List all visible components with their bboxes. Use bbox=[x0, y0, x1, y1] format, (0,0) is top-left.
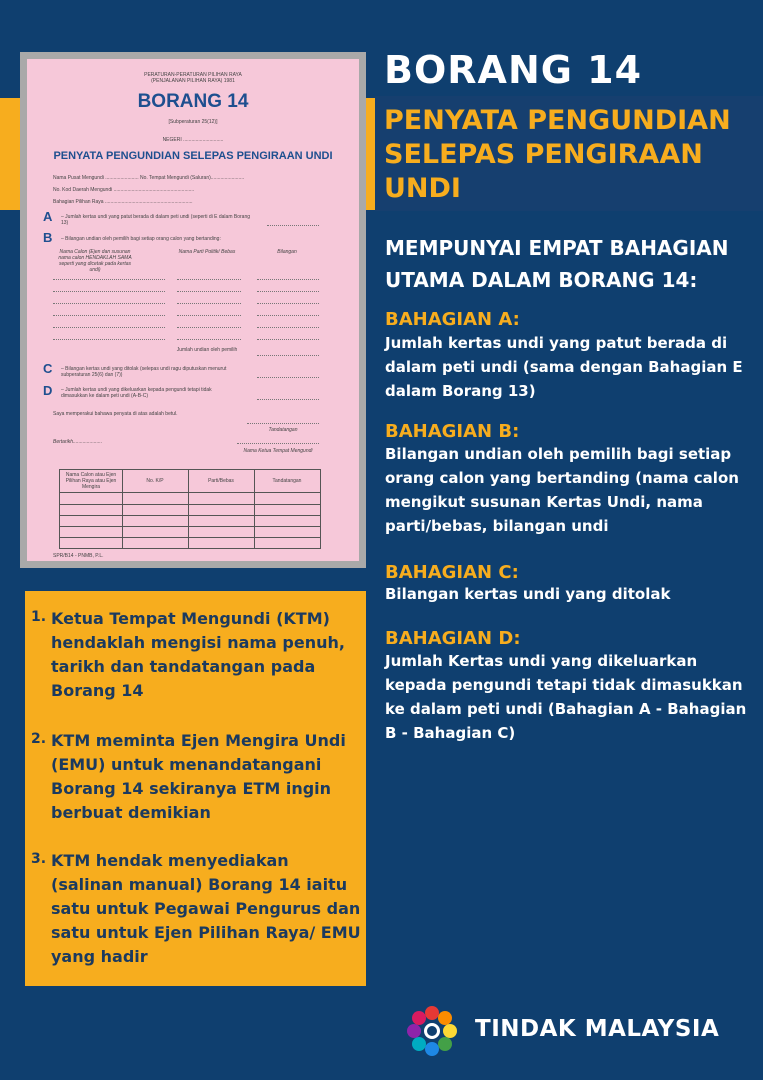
form-line bbox=[53, 315, 165, 316]
form-line bbox=[177, 339, 241, 340]
form-line bbox=[267, 225, 319, 226]
form-sub-regulation: [Subperaturan 25(12)] bbox=[168, 119, 218, 125]
form-col-bilangan: Bilangan bbox=[277, 249, 297, 255]
tindak-malaysia-logo-icon bbox=[403, 1002, 461, 1060]
form-table-row bbox=[60, 504, 320, 505]
form-text-c: – Bilangan kertas undi yang ditolak (selepas undi ragu diputuskan menurut subperaturan 25(6) dan (7)) bbox=[61, 366, 227, 378]
step-text: KTM hendak menyediakan (salinan manual) Borang 14 iaitu satu untuk Pegawai Pengurus dan satu untuk Ejen Pilihan Raya/ EMU yang hadir bbox=[51, 851, 361, 966]
form-line bbox=[53, 291, 165, 292]
form-subtitle: PENYATA PENGUNDIAN SELEPAS PENGIRAAN UNDI bbox=[53, 150, 333, 162]
form-line bbox=[257, 279, 319, 280]
form-certify: Saya memperakui bahawa penyata di atas adalah betul. bbox=[53, 411, 178, 417]
brand-name: TINDAK MALAYSIA bbox=[475, 1016, 720, 1042]
section-a-text: Jumlah kertas undi yang patut berada di dalam peti undi (sama dengan Bahagian E dalam Borang 13) bbox=[385, 334, 743, 400]
form-text-a: – Jumlah kertas undi yang patut berada di dalam peti undi (seperti di E dalam Borang 13) bbox=[61, 214, 251, 226]
form-text-d: – Jumlah kertas undi yang dikeluarkan kepada pengundi tetapi tidak dimasukkan ke dalam peti undi (A-B-C) bbox=[61, 387, 212, 399]
sections-heading: MEMPUNYAI EMPAT BAHAGIAN UTAMA DALAM BORANG 14: bbox=[385, 236, 729, 292]
form-table-h4: Tandatangan bbox=[272, 478, 302, 484]
form-line bbox=[177, 303, 241, 304]
form-field-kod: No. Kod Daerah Mengundi .......................................................... bbox=[53, 187, 195, 193]
form-table-row bbox=[60, 537, 320, 538]
form-line bbox=[257, 355, 319, 356]
form-line bbox=[247, 423, 319, 424]
form-signature-table bbox=[59, 469, 321, 549]
form-footer-code: SPR/B14 - PNMB, P.L. bbox=[53, 553, 104, 559]
form-line bbox=[177, 327, 241, 328]
section-d-text: Jumlah Kertas undi yang dikeluarkan kepada pengundi tetapi tidak dimasukkan ke dalam peti undi (Bahagian A - Bahagian B - Bahagian C) bbox=[385, 652, 747, 742]
form-line bbox=[177, 291, 241, 292]
form-line bbox=[257, 291, 319, 292]
form-negeri: NEGERI ............................. bbox=[162, 137, 224, 143]
form-regulation-line2: (PENJALANAN PILIHAN RAYA) 1981 bbox=[151, 78, 235, 84]
form-line bbox=[257, 339, 319, 340]
form-col-parti: Nama Parti Politik/ Bebas bbox=[178, 249, 236, 255]
form-line bbox=[237, 443, 319, 444]
page-title: BORANG 14 bbox=[384, 48, 643, 92]
borang-14-form-image bbox=[27, 59, 359, 561]
steps-box bbox=[25, 591, 366, 986]
form-nama-ketua: Nama Ketua Tempat Mengundi bbox=[243, 448, 313, 454]
form-letter-c: C bbox=[43, 361, 53, 376]
section-b-text: Bilangan undian oleh pemilih bagi setiap orang calon yang bertanding (nama calon mengikut susunan Kertas Undi, nama parti/bebas, bilangan undi bbox=[385, 445, 739, 535]
form-line bbox=[53, 303, 165, 304]
form-table-h3: Parti/Bebas bbox=[208, 478, 234, 484]
form-line bbox=[53, 339, 165, 340]
step-text: KTM meminta Ejen Mengira Undi (EMU) untuk menandatangani Borang 14 sekiranya ETM ingin berbuat demikian bbox=[51, 731, 346, 822]
section-c-text: Bilangan kertas undi yang ditolak bbox=[385, 585, 671, 603]
form-bertarikh: Bertarikh..................... bbox=[53, 439, 103, 445]
form-letter-a: A bbox=[43, 209, 53, 224]
form-table-row bbox=[60, 526, 320, 527]
form-table-h2: No. K/P bbox=[146, 478, 164, 484]
form-col-nama: Nama Calon (Ejen dan susunan nama calon HENDAKLAH SAMA seperti yang dicetak pada kertas undi) bbox=[58, 249, 132, 273]
form-tandatangan: Tandatangan bbox=[268, 427, 298, 433]
form-field-bahagian: Bahagian Pilihan Raya ............................................................... bbox=[53, 199, 193, 205]
section-c-title: BAHAGIAN C: bbox=[385, 562, 519, 583]
form-letter-d: D bbox=[43, 383, 53, 398]
step-number: 1. bbox=[31, 609, 47, 625]
form-regulation-line1: PERATURAN-PERATURAN PILIHAN RAYA bbox=[144, 72, 242, 78]
form-line bbox=[53, 279, 165, 280]
form-jumlah: Jumlah undian oleh pemilih bbox=[176, 347, 238, 353]
section-a-title: BAHAGIAN A: bbox=[385, 309, 520, 330]
section-b-title: BAHAGIAN B: bbox=[385, 421, 520, 442]
form-table-row bbox=[60, 515, 320, 516]
form-line bbox=[177, 315, 241, 316]
form-title: BORANG 14 bbox=[137, 91, 249, 112]
form-line bbox=[257, 399, 319, 400]
form-text-b: – Bilangan undian oleh pemilih bagi setiap orang calon yang bertanding: bbox=[61, 236, 221, 242]
step-number: 2. bbox=[31, 731, 47, 747]
section-d-title: BAHAGIAN D: bbox=[385, 628, 521, 649]
form-line bbox=[53, 327, 165, 328]
form-field-pusat: Nama Pusat Mengundi ........................ No. Tempat Mengundi (Saluran)........................ bbox=[53, 175, 245, 181]
form-line bbox=[257, 315, 319, 316]
form-line bbox=[257, 303, 319, 304]
page-subtitle: PENYATA PENGUNDIAN SELEPAS PENGIRAAN UNDI bbox=[384, 105, 731, 204]
form-line bbox=[257, 327, 319, 328]
form-letter-b: B bbox=[43, 230, 53, 245]
form-line bbox=[257, 377, 319, 378]
step-number: 3. bbox=[31, 851, 47, 867]
step-text: Ketua Tempat Mengundi (KTM) hendaklah mengisi nama penuh, tarikh dan tandatangan pada Borang 14 bbox=[51, 609, 345, 700]
form-line bbox=[177, 279, 241, 280]
form-table-h1: Nama Calon atau Ejen Pilihan Raya atau Ejen Mengira bbox=[65, 472, 117, 490]
